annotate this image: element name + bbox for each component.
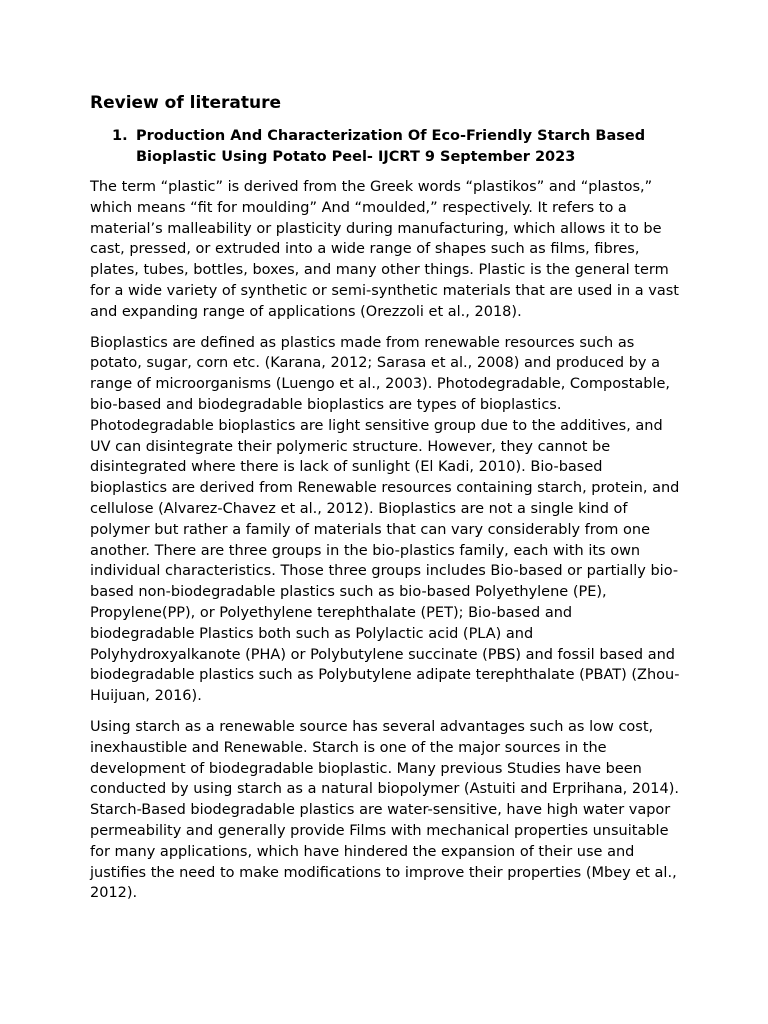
paragraph-starch-advantages: Using starch as a renewable source has several advantages such as low cost, inexhaustible and Renewable. Starch is one of the major sources in the development of biodegradable bioplastic. Many previous Studies have been conducted by using starch as a natural biopolymer (Astuiti and Erprihana, 2014). Starch-Based biodegradable plastics are water-sensitive, have high water vapor permeability and generally provide Films with mechanical properties unsuitable for many applications, which have hindered the expansion of their use and justifies the need to make modifications to improve their properties (Mbey et al., 2012).	[90, 718, 680, 902]
paragraph-plastic-definition: The term “plastic” is derived from the Greek words “plastikos” and “plastos,” which means “fit for moulding” And “moulded,” respectively. It refers to a material’s malleability or plasticity during manufacturing, which allows it to be cast, pressed, or extruded into a wide range of shapes such as films, fibres, plates, tubes, bottles, boxes, and many other things. Plastic is the general term for a wide variety of synthetic or semi-synthetic materials that are used in a vast and expanding range of applications (Orezzoli et al., 2018).	[90, 179, 679, 320]
section-heading: Review of literature	[90, 93, 281, 113]
list-item-number: 1.	[112, 128, 128, 144]
paragraph-bioplastics-definition: Bioplastics are defined as plastics made from renewable resources such as potato, sugar, corn etc. (Karana, 2012; Sarasa et al., 2008) and produced by a range of microorganisms (Luengo et al., 2003). Photodegradable, Compostable, bio-based and biodegradable bioplastics are types of bioplastics. Photodegradable bioplastics are light sensitive group due to the additives, and UV can disintegrate their polymeric structure. However, they cannot be disintegrated where there is lack of sunlight (El Kadi, 2010). Bio-based bioplastics are derived from Renewable resources containing starch, protein, and cellulose (Alvarez-Chavez et al., 2012). Bioplastics are not a single kind of polymer but rather a family of materials that can vary considerably from one another. There are three groups in the bio-plastics family, each with its own individual characteristics. Those three groups includes Bio-based or partially bio-based non-biodegradable plastics such as bio-based Polyethylene (PE), Propylene(PP), or Polyethylene terephthalate (PET); Bio-based and biodegradable Plastics both such as Polylactic acid (PLA) and Polyhydroxyalkanote (PHA) or Polybutylene succinate (PBS) and fossil based and biodegradable plastics such as Polybutylene adipate terephthalate (PBAT) (Zhou-Huijuan, 2016).	[90, 334, 680, 705]
reference-list-item	[90, 126, 680, 168]
document-page	[90, 92, 680, 914]
reference-title: Production And Characterization Of Eco-Friendly Starch Based Bioplastic Using Potato Peel- IJCRT 9 September 2023	[136, 128, 646, 165]
